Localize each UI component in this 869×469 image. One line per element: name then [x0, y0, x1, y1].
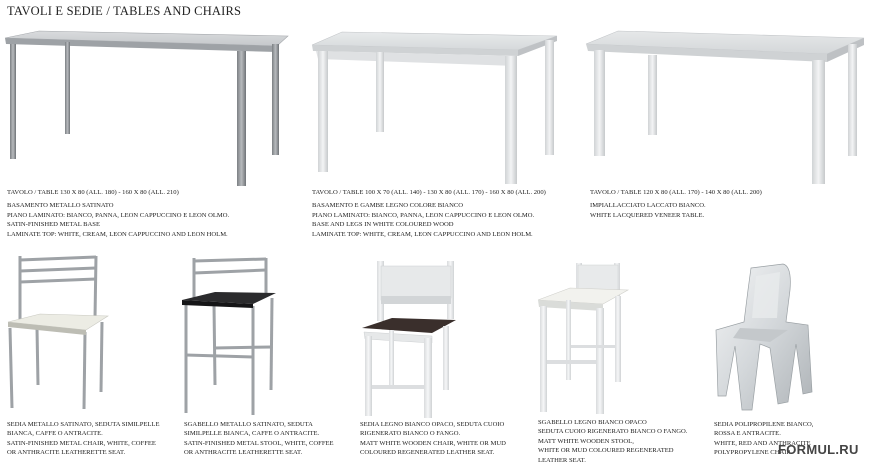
stool-caption-wood	[538, 418, 687, 465]
table-caption-metal	[7, 188, 229, 239]
watermark: FORMUL.RU	[778, 442, 859, 457]
caption-line: SIMILPELLE BIANCA, CAFFE O ANTRACITE.	[184, 430, 320, 438]
lacquered-table-image	[0, 0, 869, 195]
caption-line: SEDIA POLIPROPILENE BIANCO,	[714, 421, 814, 428]
table-model-line: TAVOLO / TABLE 120 X 80 (ALL. 170) - 140 X 80 (ALL. 200)	[590, 189, 762, 196]
caption-line: SATIN-FINISHED METAL BASE	[7, 221, 101, 229]
table-caption-lacquered	[590, 188, 762, 220]
caption-line: SATIN-FINISHED METAL STOOL, WHITE, COFFEE	[184, 439, 334, 447]
chair-caption-metal	[7, 420, 160, 458]
caption-line: PIANO LAMINATO: BIANCO, PANNA, LEON CAPPUCCINO E LEON OLMO.	[7, 211, 230, 219]
caption-line: POLYPROPYLENE CHAIR.	[714, 449, 793, 457]
caption-line: BIANCA, CAFFE O ANTRACITE.	[7, 430, 103, 438]
caption-line: BASAMENTO E GAMBE LEGNO COLORE BIANCO	[312, 202, 463, 210]
caption-line: MATT WHITE WOODEN CHAIR, WHITE OR MUD	[360, 439, 506, 447]
stool-caption-metal	[184, 420, 334, 458]
caption-line: SEDIA METALLO SATINATO, SEDUTA SIMILPELLE	[7, 421, 160, 428]
caption-line: MATT WHITE WOODEN STOOL,	[538, 437, 634, 445]
page-title: TAVOLI E SEDIE / TABLES AND CHAIRS	[7, 4, 242, 18]
caption-line: LAMINATE TOP: WHITE, CREAM, LEON CAPPUCCINO AND LEON HOLM.	[312, 230, 533, 238]
caption-line: WHITE, RED AND ANTHRACITE	[714, 439, 811, 447]
table-caption-wood	[312, 188, 546, 239]
caption-line: BASE AND LEGS IN WHITE COLOURED WOOD	[312, 221, 454, 229]
caption-line: LEATHER SEAT.	[538, 456, 586, 464]
caption-line: WHITE LACQUERED VENEER TABLE.	[590, 211, 705, 219]
caption-line: SGABELLO LEGNO BIANCO OPACO	[538, 419, 647, 426]
caption-line: WHITE OR MUD COLOURED REGENERATED	[538, 447, 674, 455]
table-model-line: TAVOLO / TABLE 100 X 70 (ALL. 140) - 130 X 80 (ALL. 170) - 160 X 80 (ALL. 200)	[312, 189, 546, 196]
caption-line: SEDIA LEGNO BIANCO OPACO, SEDUTA CUOIO	[360, 421, 505, 428]
caption-line: OR ANTHRACITE LEATHERETTE SEAT.	[7, 449, 126, 457]
caption-line: PIANO LAMINATO: BIANCO, PANNA, LEON CAPPUCCINO E LEON OLMO.	[312, 211, 535, 219]
table-model-line: TAVOLO / TABLE 130 X 80 (ALL. 180) - 160 X 80 (ALL. 210)	[7, 189, 179, 196]
caption-line: SATIN-FINISHED METAL CHAIR, WHITE, COFFEE	[7, 439, 156, 447]
polypropylene-chair-image	[0, 260, 830, 420]
caption-line: SGABELLO METALLO SATINATO, SEDUTA	[184, 421, 313, 428]
caption-line: OR ANTHRACITE LEATHERETTE SEAT.	[184, 449, 303, 457]
caption-line: RIGENERATO BIANCO O FANGO.	[360, 430, 461, 438]
caption-line: BASAMENTO METALLO SATINATO	[7, 202, 114, 210]
caption-line: COLOURED REGENERATED LEATHER SEAT.	[360, 449, 495, 457]
caption-line: IMPIALLACCIATO LACCATO BIANCO.	[590, 202, 706, 210]
chair-caption-wood	[360, 420, 506, 458]
caption-line: ROSSA E ANTRACITE.	[714, 430, 781, 438]
caption-line: LAMINATE TOP: WHITE, CREAM, LEON CAPPUCCINO AND LEON HOLM.	[7, 230, 228, 238]
caption-line: SEDUTA CUOIO RIGENERATO BIANCO O FANGO.	[538, 428, 688, 436]
